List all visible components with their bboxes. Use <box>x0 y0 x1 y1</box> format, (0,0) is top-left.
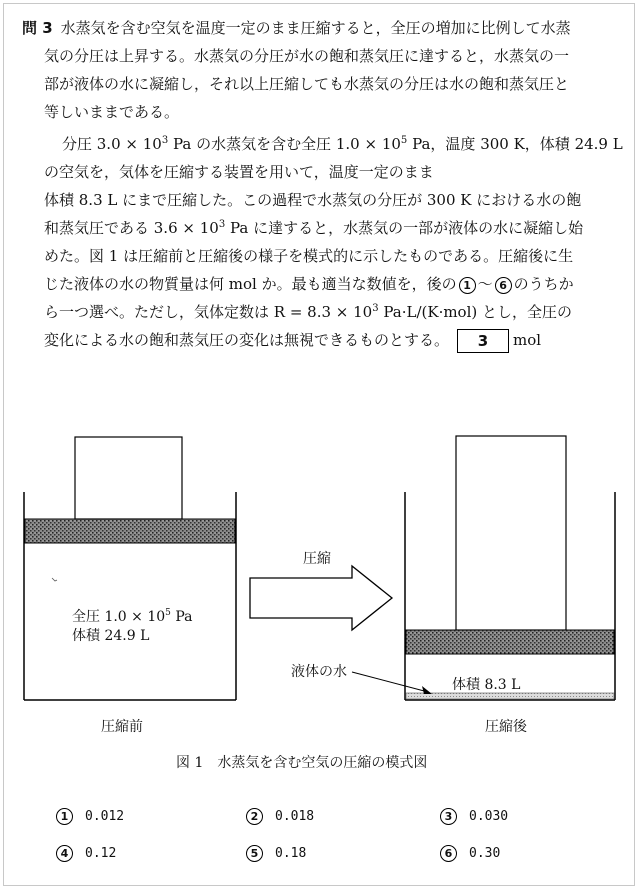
label-volume-before: 体積 24.9 L <box>72 628 150 644</box>
piston-before <box>25 519 235 543</box>
caption-before: 圧縮前 <box>101 719 143 735</box>
piston-rod-after <box>456 436 566 630</box>
problem-p2-line6: じた液体の水の物質量は何 mol か。最も適当な数値を，後の 1 ～ 6 のうちか <box>44 275 574 293</box>
choice-2[interactable]: 2 0.018 <box>246 808 314 825</box>
cylinder-before <box>24 437 236 700</box>
question-number: 問 3 <box>22 19 53 37</box>
problem-p1-line4: 等しいままである。 <box>44 103 180 121</box>
answer-unit: mol <box>513 331 542 349</box>
answer-box[interactable]: 3 <box>457 329 509 353</box>
problem-p2-line5: めた。図 1 は圧縮前と圧縮後の様子を模式的に示したものである。圧縮後に生 <box>44 247 574 265</box>
piston-rod-before <box>75 437 182 519</box>
choice-1[interactable]: 1 0.012 <box>56 808 124 825</box>
compression-arrow-icon <box>250 566 392 630</box>
problem-p1-line2: 気の分圧は上昇する。水蒸気の分圧が水の飽和蒸気圧に達すると，水蒸気の一 <box>44 47 570 65</box>
label-total-pressure: 全圧 $1.0 \times 10^5$ Pa <box>72 608 193 625</box>
label-volume-after: 体積 8.3 L <box>452 677 521 693</box>
liquid-water-label: 液体の水 <box>291 664 347 680</box>
choice-3[interactable]: 3 0.030 <box>440 808 508 825</box>
problem-p2-line8: 変化による水の飽和蒸気圧の変化は無視できるものとする。 3 mol <box>22 326 622 354</box>
choice-4[interactable]: 4 0.12 <box>56 845 116 862</box>
choice-5[interactable]: 5 0.18 <box>246 845 306 862</box>
problem-p1-line1: 問 3 水蒸気を含む空気を温度一定のまま圧縮すると，全圧の増加に比例して水蒸 <box>22 19 571 37</box>
piston-after <box>406 630 614 654</box>
problem-p2-line7: ら一つ選べ。ただし，気体定数は $R = 8.3 \times 10^3$ Pa·L/(K·mol) とし，全圧の <box>44 303 573 321</box>
liquid-water-layer <box>406 693 614 699</box>
problem-p2-line3: 体積 8.3 L にまで圧縮した。この過程で水蒸気の分圧が 300 K における水の飽 <box>44 191 582 209</box>
circled-1-ref: 1 <box>459 277 476 294</box>
arrow-label: 圧縮 <box>303 551 331 567</box>
choice-6[interactable]: 6 0.30 <box>440 845 500 862</box>
figure-caption: 図 1 水蒸気を含む空気の圧縮の模式図 <box>176 755 428 771</box>
problem-p1-line3: 部が液体の水に凝縮し，それ以上圧縮しても水蒸気の分圧は水の飽和蒸気圧と <box>44 75 570 93</box>
cylinder-after <box>405 436 615 700</box>
problem-p2-line2: の空気を，気体を圧縮する装置を用いて，温度一定のまま <box>44 163 434 181</box>
circled-6-ref: 6 <box>495 277 512 294</box>
problem-p2-line1: 分圧 $3.0 \times 10^3$ Pa の水蒸気を含む全圧 $1.0 \times 10^5$ Pa，温度 300 K，体積 24.9 L <box>62 135 623 153</box>
liquid-pointer-line <box>352 672 428 692</box>
caption-after: 圧縮後 <box>485 719 527 735</box>
problem-p2-line4: 和蒸気圧である $3.6 \times 10^3$ Pa に達すると，水蒸気の一部が液体の水に凝縮し始 <box>44 219 584 237</box>
gas-mark <box>52 578 57 581</box>
